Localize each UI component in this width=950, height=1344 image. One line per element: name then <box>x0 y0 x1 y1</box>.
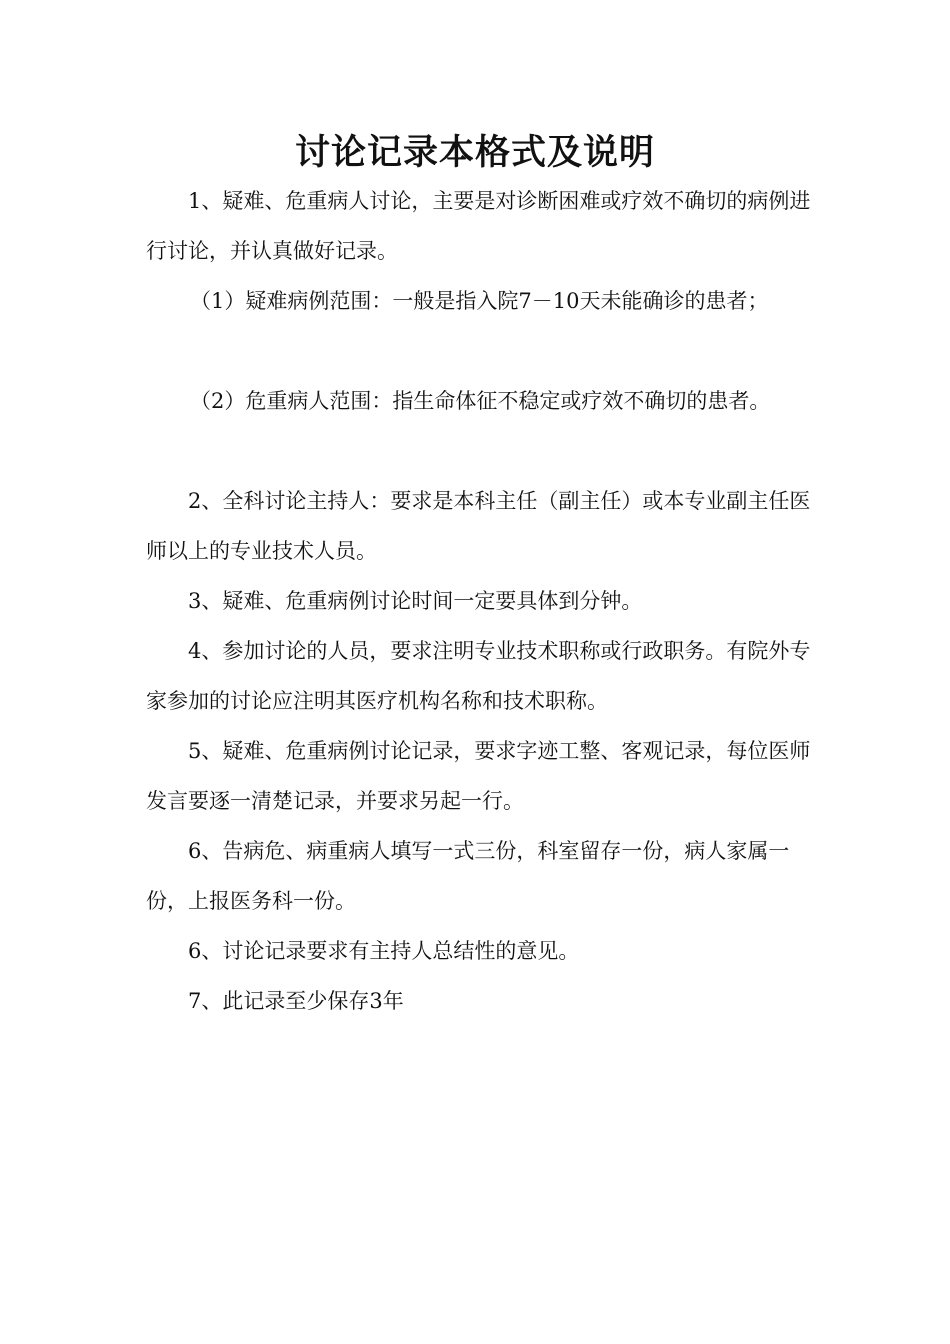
paragraph-2: 2、全科讨论主持人：要求是本科主任（副主任）或本专业副主任医师以上的专业技术人员。 <box>146 489 811 563</box>
sub-item-1: （1）疑难病例范围：一般是指入院7－10天未能确诊的患者； <box>190 289 769 313</box>
paragraph-7: 6、讨论记录要求有主持人总结性的意见。 <box>188 939 580 963</box>
document-title: 讨论记录本格式及说明 <box>294 133 655 173</box>
paragraph-8: 7、此记录至少保存3年 <box>188 989 404 1013</box>
paragraph-4: 4、参加讨论的人员，要求注明专业技术职称或行政职务。有院外专家参加的讨论应注明其医疗机构名称和技术职称。 <box>146 639 811 713</box>
paragraph-5: 5、疑难、危重病例讨论记录，要求字迹工整、客观记录，每位医师发言要逐一清楚记录，并要求另起一行。 <box>146 739 811 813</box>
paragraph-6: 6、告病危、病重病人填写一式三份，科室留存一份，病人家属一份，上报医务科一份。 <box>146 839 790 913</box>
paragraph-1: 1、疑难、危重病人讨论，主要是对诊断困难或疗效不确切的病例进行讨论，并认真做好记录。 <box>146 189 811 263</box>
paragraph-3: 3、疑难、危重病例讨论时间一定要具体到分钟。 <box>188 589 643 613</box>
sub-item-2: （2）危重病人范围：指生命体征不稳定或疗效不确切的患者。 <box>190 389 771 413</box>
